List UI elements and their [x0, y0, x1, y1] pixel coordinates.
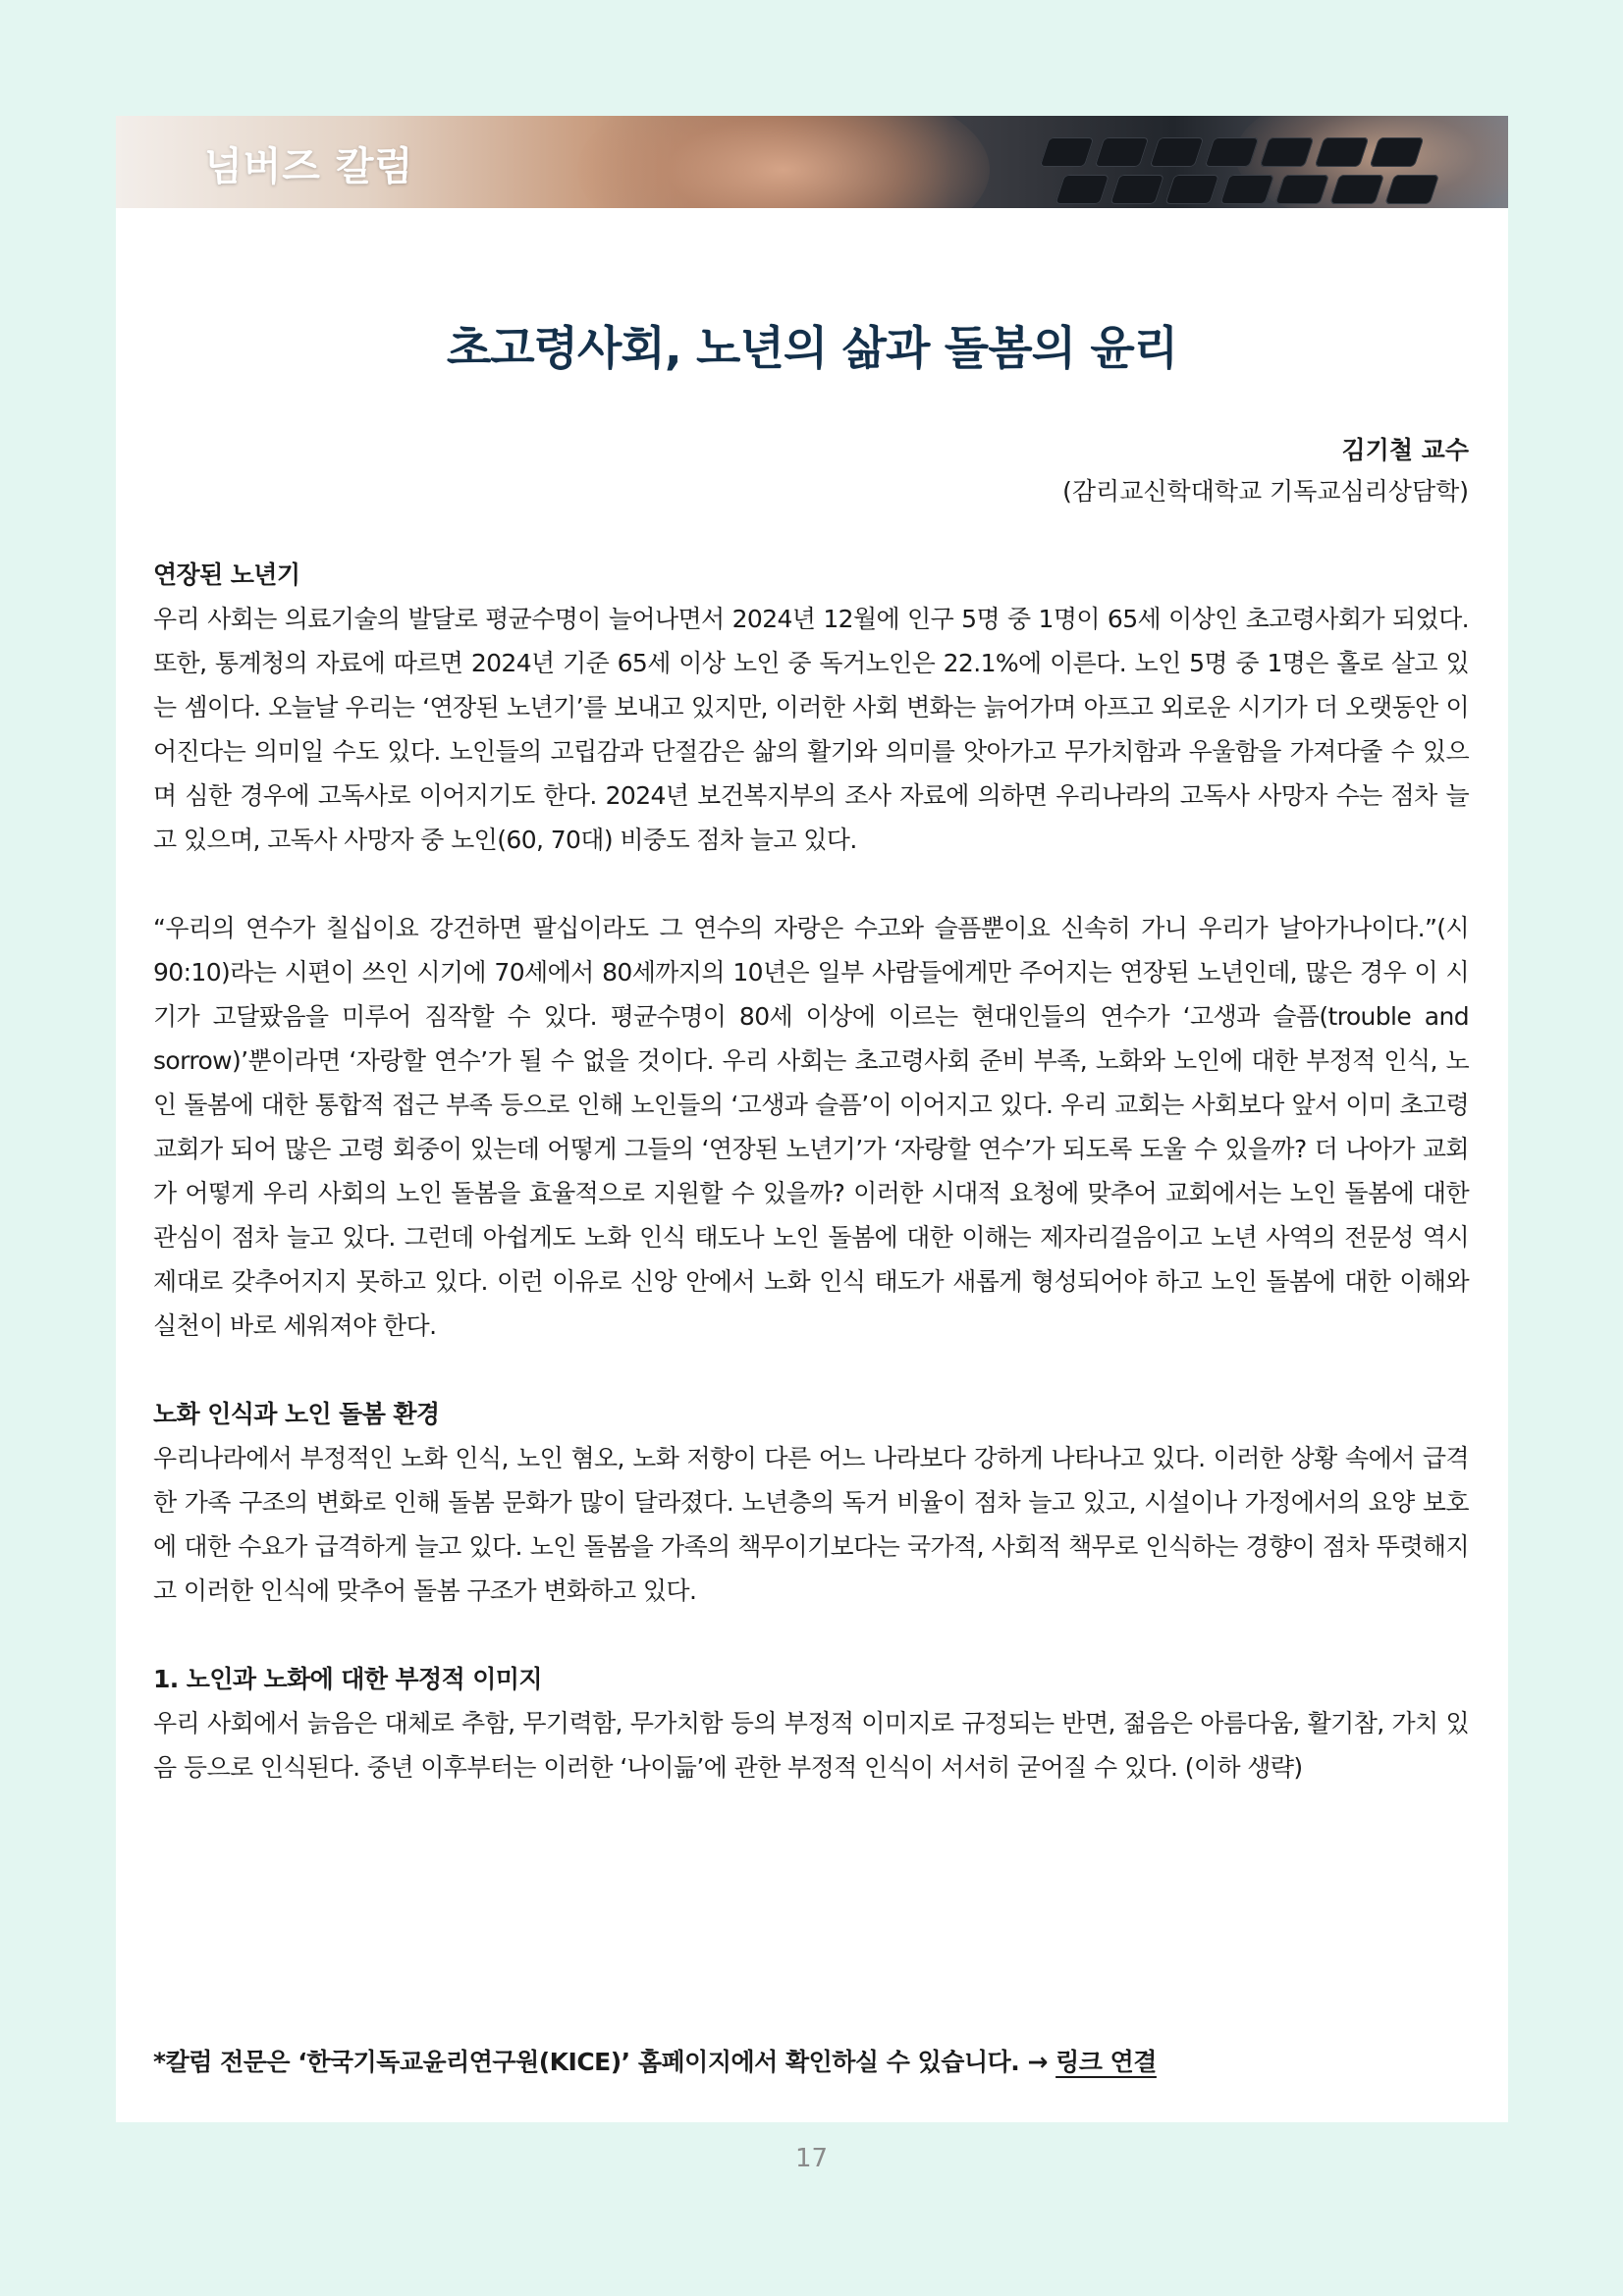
article-body: [153, 553, 1469, 1789]
banner-hand-image: [577, 116, 990, 208]
author-affiliation: (감리교신학대학교 기독교심리상담학): [1062, 477, 1469, 506]
section-heading-negative-image: 1. 노인과 노화에 대한 부정적 이미지: [153, 1665, 542, 1693]
section-heading-aging-perception: 노화 인식과 노인 돌봄 환경: [153, 1400, 440, 1428]
footnote-text: *칼럼 전문은 ‘한국기독교윤리연구원(KICE)’ 홈페이지에서 확인하실 수 있습니다. →: [153, 2048, 1056, 2076]
article-title: 초고령사회, 노년의 삶과 돌봄의 윤리: [446, 322, 1178, 376]
paragraph: 우리 사회에서 늙음은 대체로 추함, 무기력함, 무가치함 등의 부정적 이미지로 규정되는 반면, 젊음은 아름다움, 활기참, 가치 있음 등으로 인식된다. 중년 이후부터는 이러한 ‘나이듦’에 관한 부정적 인식이 서서히 굳어질 수 있다. (이하 생략): [153, 1709, 1469, 1782]
paragraph: “우리의 연수가 칠십이요 강건하면 팔십이라도 그 연수의 자랑은 수고와 슬픔뿐이요 신속히 가니 우리가 날아가나이다.”(시 90:10)라는 시편이 쓰인 시기에 70세에서 80세까지의 10년은 일부 사람들에게만 주어지는 연장된 노년인데, 많은 경우 이 시기가 고달팠음을 미루어 짐작할 수 있다. 평균수명이 80세 이상에 이르는 현대인들의 연수가 ‘고생과 슬픔(trouble and sorrow)’뿐이라면 ‘자랑할 연수’가 될 수 없을 것이다. 우리 사회는 초고령사회 준비 부족, 노화와 노인에 대한 부정적 인식, 노인 돌봄에 대한 통합적 접근 부족 등으로 인해 노인들의 ‘고생과 슬픔’이 이어지고 있다. 우리 교회는 사회보다 앞서 이미 초고령교회가 되어 많은 고령 회중이 있는데 어떻게 그들의 ‘연장된 노년기’가 ‘자랑할 연수’가 되도록 도울 수 있을까? 더 나아가 교회가 어떻게 우리 사회의 노인 돌봄을 효율적으로 지원할 수 있을까? 이러한 시대적 요청에 맞추어 교회에서는 노인 돌봄에 대한 관심이 점차 늘고 있다. 그런데 아쉽게도 노화 인식 태도나 노인 돌봄에 대한 이해는 제자리걸음이고 노년 사역의 전문성 역시 제대로 갖추어지지 못하고 있다. 이런 이유로 신앙 안에서 노화 인식 태도가 새롭게 형성되어야 하고 노인 돌봄에 대한 이해와 실천이 바로 세워져야 한다.: [153, 914, 1469, 1340]
page-card: [116, 116, 1508, 2122]
author-name: 김기철 교수: [1341, 436, 1469, 464]
footnote: [153, 2040, 1157, 2084]
paragraph: 우리 사회는 의료기술의 발달로 평균수명이 늘어나면서 2024년 12월에 인구 5명 중 1명이 65세 이상인 초고령사회가 되었다. 또한, 통계청의 자료에 따르면 2024년 기준 65세 이상 노인 중 독거노인은 22.1%에 이른다. 노인 5명 중 1명은 홀로 살고 있는 셈이다. 오늘날 우리는 ‘연장된 노년기’를 보내고 있지만, 이러한 사회 변화는 늙어가며 아프고 외로운 시기가 더 오랫동안 이어진다는 의미일 수도 있다. 노인들의 고립감과 단절감은 삶의 활기와 의미를 앗아가고 무가치함과 우울함을 가져다줄 수 있으며 심한 경우에 고독사로 이어지기도 한다. 2024년 보건복지부의 조사 자료에 의하면 우리나라의 고독사 사망자 수는 점차 늘고 있으며, 고독사 사망자 중 노인(60, 70대) 비중도 점차 늘고 있다.: [153, 605, 1469, 854]
link-button[interactable]: 링크 연결: [1055, 2048, 1157, 2076]
page-number: 17: [794, 2144, 829, 2173]
author-block: [1062, 430, 1469, 512]
section-heading-extended-old-age: 연장된 노년기: [153, 561, 300, 589]
paragraph: 우리나라에서 부정적인 노화 인식, 노인 혐오, 노화 저항이 다른 어느 나라보다 강하게 나타나고 있다. 이러한 상황 속에서 급격한 가족 구조의 변화로 인해 돌봄 문화가 많이 달라졌다. 노년층의 독거 비율이 점차 늘고 있고, 시설이나 가정에서의 요양 보호에 대한 수요가 급격하게 늘고 있다. 노인 돌봄을 가족의 책무이기보다는 국가적, 사회적 책무로 인식하는 경향이 점차 뚜렷해지고 이러한 인식에 맞추어 돌봄 구조가 변화하고 있다.: [153, 1444, 1469, 1605]
banner-title: 넘버즈 칼럼: [204, 144, 414, 189]
banner-keyboard-image: [1026, 130, 1508, 208]
column-banner: [116, 116, 1508, 208]
